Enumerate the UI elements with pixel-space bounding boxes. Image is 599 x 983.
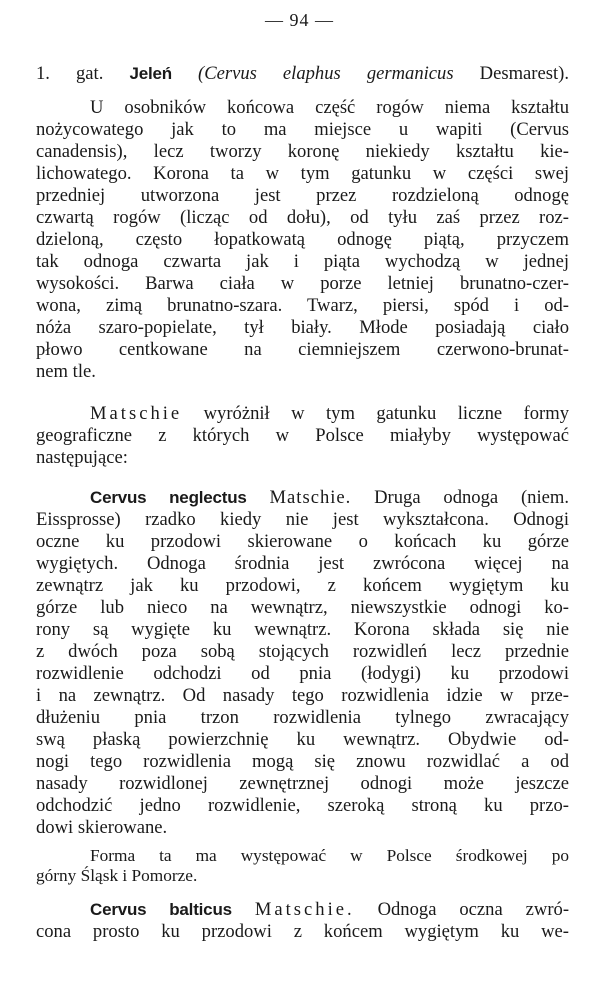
author-name: Matschie. <box>254 899 355 920</box>
text-line: Cervus balticus Matschie. Odnoga oczna zwró- <box>90 899 570 920</box>
text-line: Forma ta ma występować w Polsce środkowej po <box>90 846 569 865</box>
species-name-neglectus: Cervus neglectus <box>90 488 247 507</box>
text-line: tak odnoga czwarta jak i piąta wychodzą w jednej <box>36 251 569 272</box>
text-line: nogi tego rozwidlenia mogą się znowu rozwidlać a od <box>36 751 569 772</box>
text-line: górny Śląsk i Pomorze. <box>36 866 198 885</box>
species-name-balticus: Cervus balticus <box>90 900 232 919</box>
text-line: cona prosto ku przodowi z końcem wygiętym ku we- <box>36 921 569 942</box>
text-line: płowo centkowane na ciemniejszem czerwono-brunat- <box>36 339 569 360</box>
text-line: wona, zimą brunatno-szara. Twarz, piersi, spód i od- <box>36 295 569 316</box>
text-line: i na zewnątrz. Od nasady tego rozwidlenia idzie w prze- <box>36 685 569 706</box>
text-line: czwartą rogów (licząc od dołu), od tyłu zaś przez roz- <box>36 207 569 228</box>
page-number: — 94 — <box>265 10 334 30</box>
text-line: geograficzne z których w Polsce miałyby występować <box>36 425 569 446</box>
text-line: Matschie wyróżnił w tym gatunku liczne formy <box>90 403 570 424</box>
text-line: dłużeniu pnia trzon rozwidlenia tylnego zwracający <box>36 707 569 728</box>
text-line: swą płaską powierzchnię ku wewnątrz. Obydwie od- <box>36 729 569 750</box>
species-authority: Desmarest). <box>479 63 569 84</box>
text-line: wygiętych. Odnoga środnia jest zwrócona więcej na <box>36 553 569 574</box>
text-line: rozwidlenie odchodzi od pnia (łodygi) ku przodowi <box>36 663 569 684</box>
text-line: U osobników końcowa część rogów niema kształtu <box>90 97 569 118</box>
species-latin-name: (Cervus elaphus germanicus <box>197 63 454 84</box>
text-line: dowi skierowane. <box>36 817 168 838</box>
text-line: canadensis), lecz tworzy koronę niekiedy kształtu kie- <box>36 141 569 162</box>
text-line: przedniej utworzona jest przez rozdzieloną odnogę <box>36 185 569 206</box>
text-line: z dwóch poza sobą stojących rozwidleń lecz przednie <box>36 641 569 662</box>
text-line: oczne ku przodowi skierowane o końcach ku górze <box>36 531 569 552</box>
text-line: nożycowatego jak to ma miejsce u wapiti (Cervus <box>36 119 569 140</box>
section-number: 1. gat. <box>36 63 104 84</box>
text-line: nasady rozwidlonej zewnętrznej odnogi może jeszcze <box>36 773 569 794</box>
section-heading <box>36 63 569 85</box>
text-line: nóża szaro-popielate, tył biały. Młode posiadają ciało <box>36 317 569 338</box>
text-line: nem tle. <box>36 361 96 382</box>
text-line: dzieloną, często łopatkowatą odnogę piątą, przyczem <box>36 229 569 250</box>
text-line: Eissprosse) rzadko kiedy nie jest wykształcona. Odnogi <box>36 509 569 530</box>
species-common-name: Jeleń <box>129 64 172 83</box>
text-line: odchodzić jedno rozwidlenie, szeroką stroną ku przo- <box>36 795 569 816</box>
text-line: wysokości. Barwa ciała w porze letniej brunatno-czer- <box>36 273 569 294</box>
text-line: lichowatego. Korona ta w tym gatunku w części swej <box>36 163 569 184</box>
text-line: Cervus neglectus Matschie. Druga odnoga (niem. <box>90 487 569 508</box>
author-name: Matschie. <box>269 487 352 508</box>
text-line: następujące: <box>36 447 128 468</box>
text-line: górze lub nieco na wewnątrz, niewszystkie odnogi ko- <box>36 597 569 618</box>
text-line: zewnątrz jak ku przodowi, z końcem wygiętym ku <box>36 575 569 596</box>
author-name: Matschie <box>90 403 183 424</box>
text-line: rony są wygięte ku wewnątrz. Korona składa się nie <box>36 619 569 640</box>
